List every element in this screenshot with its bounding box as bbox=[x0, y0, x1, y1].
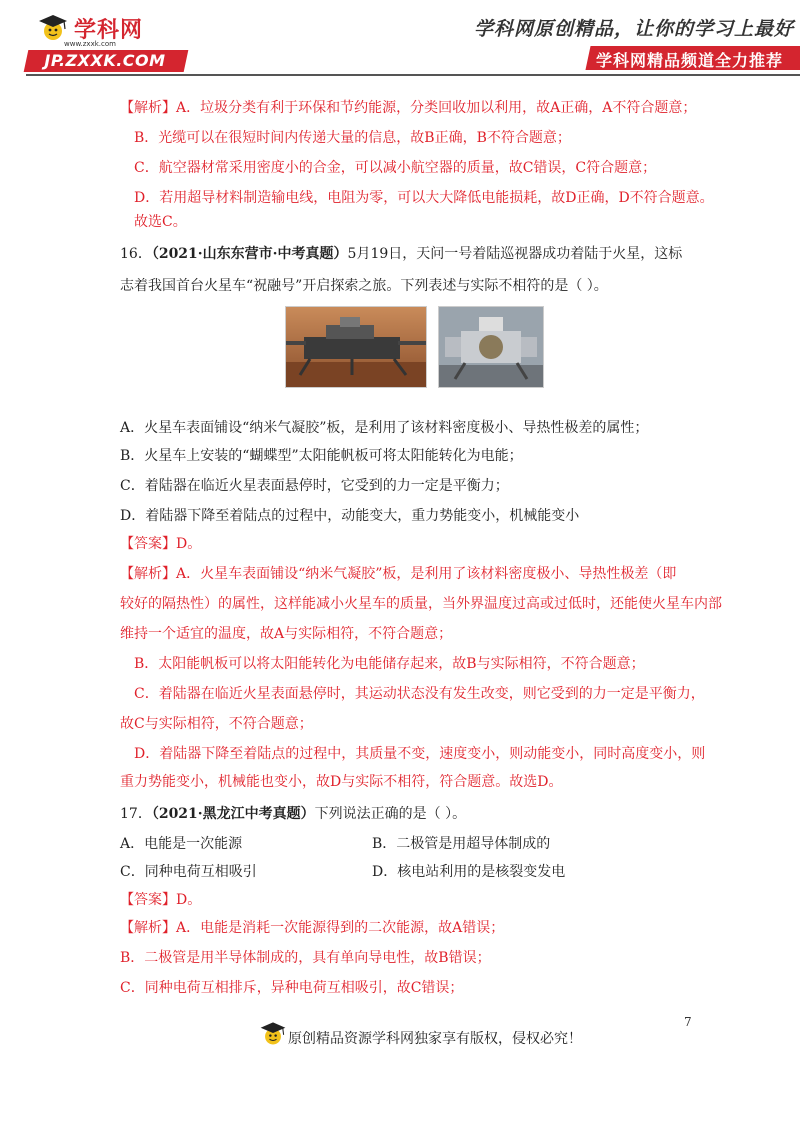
q16-option-b: B．火星车上安装的“蝴蝶型”太阳能帆板可将太阳能转化为电能； bbox=[120, 448, 523, 464]
lander-assembly-photo bbox=[438, 306, 544, 388]
q17-option-a: A．电能是一次能源 bbox=[120, 836, 243, 852]
recommend-banner-text: 学科网精品频道全力推荐 bbox=[596, 51, 784, 70]
q16-source: （2021·山东东营市·中考真题） bbox=[151, 246, 348, 262]
logo-url: www.zxxk.com bbox=[64, 40, 116, 48]
graduation-cap-icon bbox=[258, 1018, 288, 1048]
q16-analysis-line4: B．太阳能帆板可以将太阳能转化为电能储存起来，故B与实际相符，不符合题意； bbox=[134, 656, 645, 672]
q15-analysis-d: D．若用超导材料制造输电线，电阻为零，可以大大降低电能损耗，故D正确，D不符合题意。 bbox=[134, 190, 714, 206]
q16-number: 16． bbox=[120, 246, 152, 262]
q16-option-c: C．着陆器在临近火星表面悬停时，它受到的力一定是平衡力； bbox=[120, 478, 509, 494]
q16-stem-text1: 5月19日，天问一号着陆巡视器成功着陆于火星，这标 bbox=[347, 246, 683, 262]
header-divider bbox=[26, 74, 800, 76]
q16-analysis-line1: 【解析】A．火星车表面铺设“纳米气凝胶”板，是利用了该材料密度极小、导热性极差（即 bbox=[120, 566, 677, 582]
q17-analysis-line1: 【解析】A．电能是消耗一次能源得到的二次能源，故A错误； bbox=[120, 920, 505, 936]
q17-stem bbox=[120, 804, 466, 824]
q16-analysis-line6: 故C与实际相符，不符合题意； bbox=[120, 716, 313, 732]
q17-source: （2021·黑龙江中考真题） bbox=[151, 806, 315, 822]
q16-analysis-line7: D．着陆器下降至着陆点的过程中，其质量不变，速度变小，则动能变小，同时高度变小，则 bbox=[134, 746, 706, 762]
q15-analysis-a: 【解析】A．垃圾分类有利于环保和节约能源，分类回收加以利用，故A正确，A不符合题意； bbox=[120, 100, 697, 116]
q17-number: 17． bbox=[120, 806, 152, 822]
lander-assembly-image bbox=[439, 307, 543, 387]
q16-stem-line2: 志着我国首台火星车“祝融号”开启探索之旅。下列表述与实际不相符的是（ ）。 bbox=[120, 278, 608, 294]
q16-analysis-line5: C．着陆器在临近火星表面悬停时，其运动状态没有发生改变，则它受到的力一定是平衡力， bbox=[134, 686, 705, 702]
q16-answer: 【答案】D。 bbox=[120, 536, 202, 552]
q16-stem-line1 bbox=[120, 244, 682, 264]
q17-analysis-line3: C．同种电荷互相排斥，异种电荷互相吸引，故C错误； bbox=[120, 980, 464, 996]
q16-option-a: A．火星车表面铺设“纳米气凝胶”板，是利用了该材料密度极小、导热性极差的属性； bbox=[120, 420, 649, 436]
q17-option-c: C．同种电荷互相吸引 bbox=[120, 864, 257, 880]
logo-bar-text[interactable]: JP.ZXXK.COM bbox=[44, 51, 166, 70]
q15-analysis-b: B．光缆可以在很短时间内传递大量的信息，故B正确，B不符合题意； bbox=[134, 130, 571, 146]
q15-conclusion: 故选C。 bbox=[134, 214, 187, 230]
q17-option-b: B．二极管是用超导体制成的 bbox=[372, 836, 551, 852]
header-slogan: 学科网原创精品，让你的学习上最好 bbox=[473, 18, 794, 40]
q17-answer: 【答案】D。 bbox=[120, 892, 202, 908]
q16-analysis-line2: 较好的隔热性）的属性，这样能减小火星车的质量，当外界温度过高或过低时，还能使火星车内部 bbox=[120, 596, 722, 612]
logo-name: 学科网 bbox=[74, 17, 144, 43]
page-number: 7 bbox=[684, 1015, 692, 1029]
q17-option-d: D．核电站利用的是核裂变发电 bbox=[372, 864, 566, 880]
q16-analysis-line3: 维持一个适宜的温度，故A与实际相符，不符合题意； bbox=[120, 626, 453, 642]
page-header bbox=[0, 0, 800, 80]
q16-analysis-line8: 重力势能变小，机械能也变小，故D与实际不相符，符合题意。故选D。 bbox=[120, 774, 563, 790]
q17-analysis-line2: B．二极管是用半导体制成的，具有单向导电性，故B错误； bbox=[120, 950, 491, 966]
mars-lander-photo bbox=[285, 306, 427, 388]
copyright-notice: 原创精品资源学科网独家享有版权，侵权必究！ bbox=[288, 1031, 582, 1047]
q16-option-d: D．着陆器下降至着陆点的过程中，动能变大，重力势能变小，机械能变小 bbox=[120, 508, 580, 524]
q15-analysis-c: C．航空器材常采用密度小的合金，可以减小航空器的质量，故C错误，C符合题意； bbox=[134, 160, 657, 176]
q17-stem-text: 下列说法正确的是（ ）。 bbox=[314, 806, 467, 822]
mars-lander-image bbox=[286, 307, 426, 387]
